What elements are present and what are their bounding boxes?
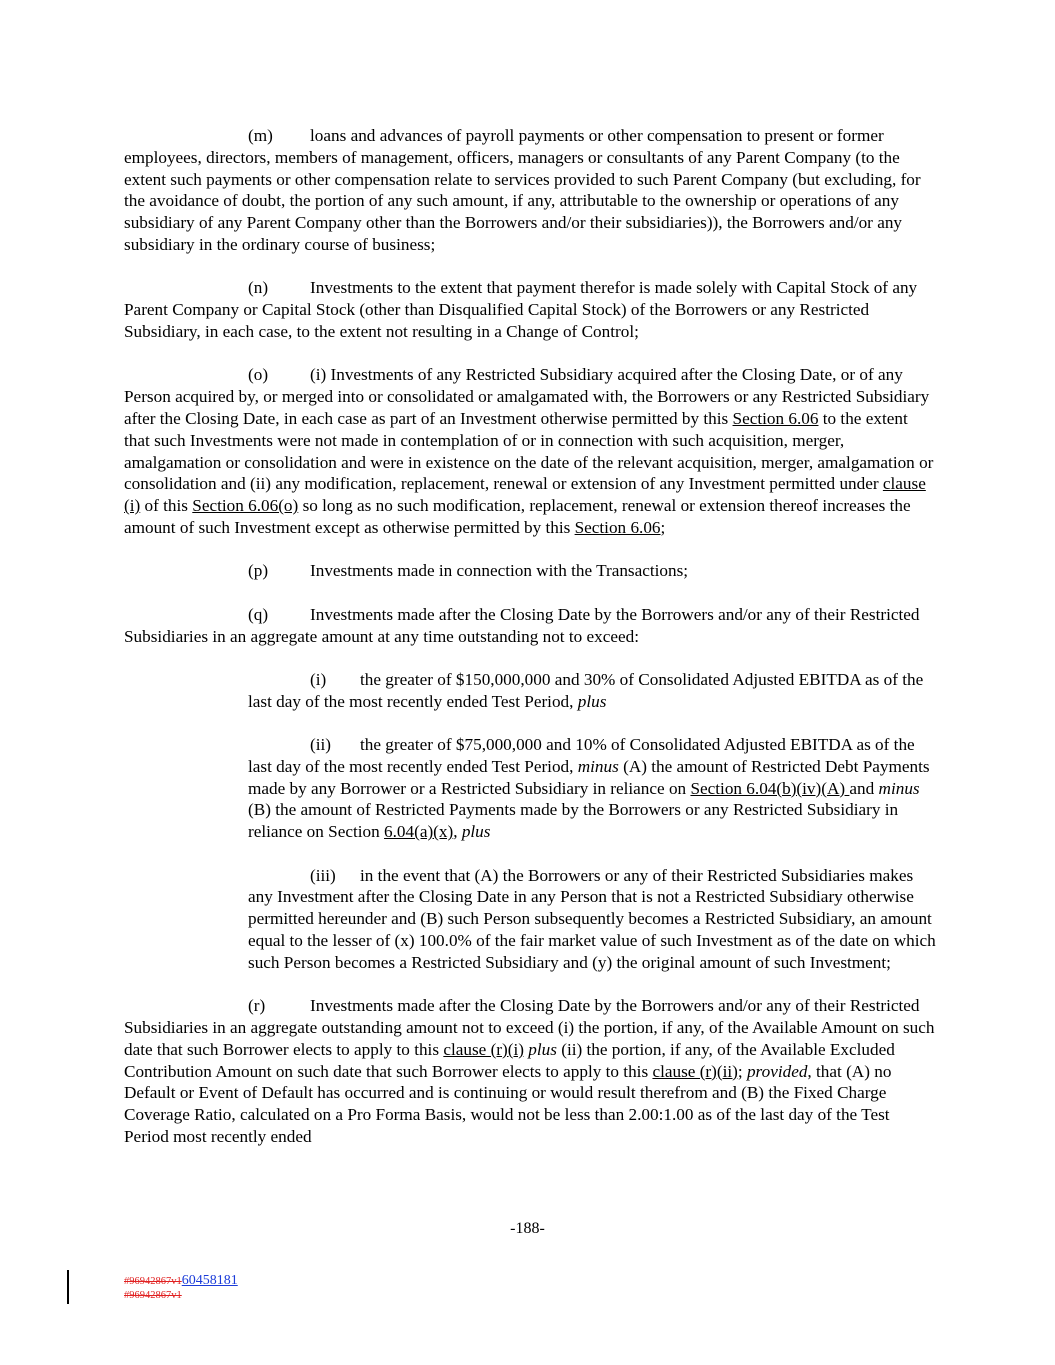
clause-reference: clause (i) (124, 474, 926, 516)
text-segment: (A) the amount of Restricted Debt Payments made by any Borrower or a Restricted Subsidiary in reliance on (248, 756, 930, 798)
text-segment: ; (660, 517, 666, 537)
text-segment: , that (A) no Default or Event of Default has occurred and is continuing or would result therefrom and (B) the Fixed Charge Coverage Ratio, calculated on a Pro Forma Basis, would not be less than 2.00:1.00 as of the last day of the Test Period most recently ended (124, 1061, 892, 1147)
clause-reference: clause (r)(ii) (652, 1061, 738, 1081)
text-segment: Investments made after the Closing Date by the Borrowers and/or any of their Restricted Subsidiaries in an aggregate outstanding amount not to exceed (i) the portion, if any, of the Available Amount on such date that such Borrower elects to apply to this (124, 996, 935, 1059)
italic-term: minus (577, 756, 619, 776)
italic-term: plus (528, 1039, 557, 1059)
document-id-line (124, 1274, 238, 1289)
paragraph-n (124, 277, 936, 342)
paragraph-text: loans and advances of payroll payments or other compensation to present or former employees, directors, members of management, officers, managers or consultants of any Parent Company (to the extent such payments or other compensation relate to services provided to such Parent Company (but excluding, for the avoidance of doubt, the portion of any such amount, if any, attributable to the ownership or operations of any subsidiary of any Parent Company other than the Borrowers and/or their subsidiaries)), the Borrowers and/or any subsidiary in the ordinary course of business; (124, 126, 921, 254)
section-reference: 6.04(a)(x) (384, 822, 454, 842)
text-segment: (B) the amount of Restricted Payments made by the Borrowers or any Restricted Subsidiary in reliance on Section (248, 800, 899, 842)
paragraph-text: Investments made in connection with the Transactions; (310, 561, 689, 581)
section-reference: Section 6.06 (732, 408, 819, 428)
text-segment: (ii) the portion, if any, of the Available Excluded Contribution Amount on such date that such Borrower elects to apply to this (124, 1039, 895, 1081)
paragraph-q-ii (248, 734, 936, 843)
paragraph-text: in the event that (A) the Borrowers or any of their Restricted Subsidiaries makes any Investment after the Closing Date in any Person that is not a Restricted Subsidiary otherwise permitted hereunder and (B) such Person subsequently becomes a Restricted Subsidiary, an amount equal to the lesser of (x) 100.0% of the fair market value of such Investment as of the date on which such Person becomes a Restricted Subsidiary and (y) the original amount of such Investment; (248, 865, 936, 972)
section-reference: Section 6.06(o) (192, 496, 299, 516)
paragraph-m (124, 125, 936, 256)
paragraph-q (124, 604, 936, 648)
text-segment: the greater of $150,000,000 and 30% of Consolidated Adjusted EBITDA as of the last day of the most recently ended Test Period, (248, 669, 924, 711)
change-bar (67, 1270, 69, 1304)
text-segment: , (453, 822, 462, 842)
text-segment: ; (737, 1061, 747, 1081)
paragraph-q-i (248, 669, 936, 713)
section-reference: Section 6.04(b)(iv)(A) (690, 778, 850, 798)
paragraph-label: (iii) (310, 865, 336, 885)
paragraph-q-iii (248, 865, 936, 974)
paragraph-text: Investments to the extent that payment therefor is made solely with Capital Stock of any Parent Company or Capital Stock (other than Disqualified Capital Stock) of the Borrowers or any Restricted Subsidiary, in each case, to the extent not resulting in a Change of Control; (124, 278, 918, 341)
paragraph-label: (p) (248, 561, 269, 581)
text-segment: the greater of $75,000,000 and 10% of Consolidated Adjusted EBITDA as of the last day of the most recently ended Test Period, (248, 735, 915, 776)
paragraph-label: (n) (248, 278, 269, 298)
text-segment: so long as no such modification, replacement, renewal or extension thereof increases the amount of such Investment except as otherwise permitted by this (124, 496, 911, 537)
document-body (124, 125, 936, 1169)
clause-reference: clause (r)(i) (443, 1039, 524, 1059)
paragraph-label: (ii) (310, 735, 331, 755)
paragraph-label: (m) (248, 126, 273, 145)
paragraph-label: (i) (310, 669, 327, 689)
text-segment: to the extent that such Investments were not made in contemplation of or in connection with such acquisition, merger, amalgamation or consolidation and were in existence on the date of the relevant acquisition, merger, amalgamation or consolidation and (ii) any modification, replacement, renewal or extension of any Investment permitted under (124, 408, 934, 494)
document-id-block (124, 1274, 238, 1303)
deleted-document-id: #96942867v1 (124, 1276, 182, 1287)
paragraph-label: (r) (248, 996, 266, 1016)
paragraph-label: (o) (248, 365, 269, 385)
text-segment: of this (140, 496, 193, 516)
page-number: -188- (510, 1220, 545, 1237)
section-reference: Section 6.06 (574, 517, 661, 537)
inserted-document-id: 60458181 (181, 1273, 238, 1288)
text-segment: (i) Investments of any Restricted Subsidiary acquired after the Closing Date, or of any Person acquired by, or merged into or consolidated or amalgamated with, the Borrowers or any Restricted Subsidiary after the Closing Date, in each case as part of an Investment otherwise permitted by this (124, 365, 930, 428)
paragraph-r (124, 995, 936, 1148)
paragraph-p (124, 560, 936, 582)
deleted-document-id: #96942867v1 (124, 1290, 182, 1301)
paragraph-label: (q) (248, 604, 269, 624)
italic-term: plus (577, 691, 607, 711)
text-segment: and (849, 778, 879, 798)
italic-term: plus (461, 822, 491, 842)
paragraph-o (124, 364, 936, 538)
paragraph-text: Investments made after the Closing Date by the Borrowers and/or any of their Restricted Subsidiaries in an aggregate amount at any time outstanding not to exceed: (124, 604, 920, 646)
italic-term: provided (746, 1061, 808, 1081)
italic-term: minus (878, 778, 920, 798)
document-id-line (124, 1289, 238, 1303)
